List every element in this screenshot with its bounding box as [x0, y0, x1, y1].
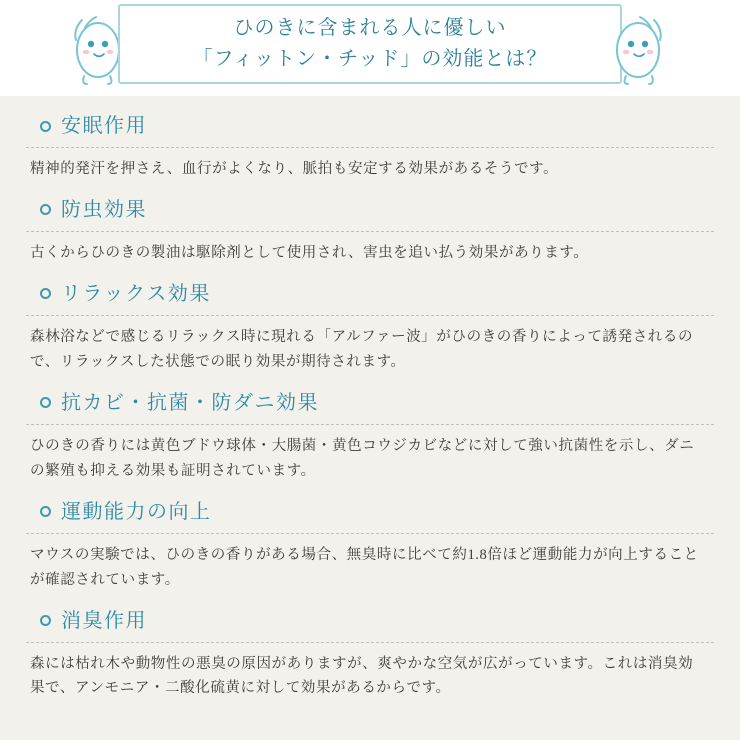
benefit-body: マウスの実験では、ひのきの香りがある場合、無臭時に比べて約1.8倍ほど運動能力が向上することが確認されています。: [30, 546, 699, 588]
benefit-body: 森には枯れ木や動物性の悪臭の原因がありますが、爽やかな空気が広がっています。これは消臭効果で、アンモニア・二酸化硫黄に対して効果があるからです。: [30, 655, 694, 697]
benefit-body: 森林浴などで感じるリラックス時に現れる「アルファー波」がひのきの香りによって誘発されるので、リラックスした状態での眠り効果が期待されます。: [30, 328, 694, 370]
benefit-title: リラックス効果: [61, 282, 211, 305]
circle-bullet-icon: [40, 615, 51, 626]
benefit-section: [26, 500, 714, 593]
dashed-divider: [26, 642, 714, 643]
page-title-line1: ひのきに含まれる人に優しい: [233, 17, 507, 39]
title-banner: [118, 4, 622, 84]
benefit-title: 抗カビ・抗菌・防ダニ効果: [61, 391, 319, 414]
mascot-right-icon: [604, 14, 666, 86]
benefit-section: [26, 198, 714, 266]
dashed-divider: [26, 533, 714, 534]
circle-bullet-icon: [40, 121, 51, 132]
benefit-body: 精神的発汗を押さえ、血行がよくなり、脈拍も安定する効果があるそうです。: [30, 161, 559, 177]
dashed-divider: [26, 315, 714, 316]
benefits-list: [0, 96, 740, 701]
benefit-section: [26, 114, 714, 182]
benefit-body: 古くからひのきの製油は駆除剤として使用され、害虫を追い払う効果があります。: [30, 244, 589, 261]
benefit-body: ひのきの香りには黄色ブドウ球体・大腸菌・黄色コウジカビなどに対して強い抗菌性を示し、ダニの繁殖も抑える効果も証明されています。: [30, 437, 695, 479]
header-band: [0, 0, 740, 96]
benefit-heading: [26, 114, 714, 138]
benefit-heading: [26, 391, 714, 415]
benefit-title: 防虫効果: [61, 198, 147, 221]
benefit-section: [26, 609, 714, 702]
benefit-heading: [26, 198, 714, 222]
benefit-heading: [26, 282, 714, 306]
dashed-divider: [26, 231, 714, 232]
dashed-divider: [26, 424, 714, 425]
dashed-divider: [26, 147, 714, 148]
benefit-section: [26, 391, 714, 484]
mascot-character-right: [604, 14, 666, 86]
benefit-title: 運動能力の向上: [61, 500, 212, 523]
benefit-title: 消臭作用: [61, 609, 147, 632]
circle-bullet-icon: [40, 288, 51, 299]
circle-bullet-icon: [40, 397, 51, 408]
benefit-title: 安眠作用: [61, 115, 147, 137]
circle-bullet-icon: [40, 506, 51, 517]
page-title-line2: 「フィットン・チッド」の効能とは？: [192, 48, 548, 70]
benefit-section: [26, 282, 714, 375]
benefit-heading: [26, 609, 714, 633]
benefit-heading: [26, 500, 714, 524]
circle-bullet-icon: [40, 204, 51, 215]
